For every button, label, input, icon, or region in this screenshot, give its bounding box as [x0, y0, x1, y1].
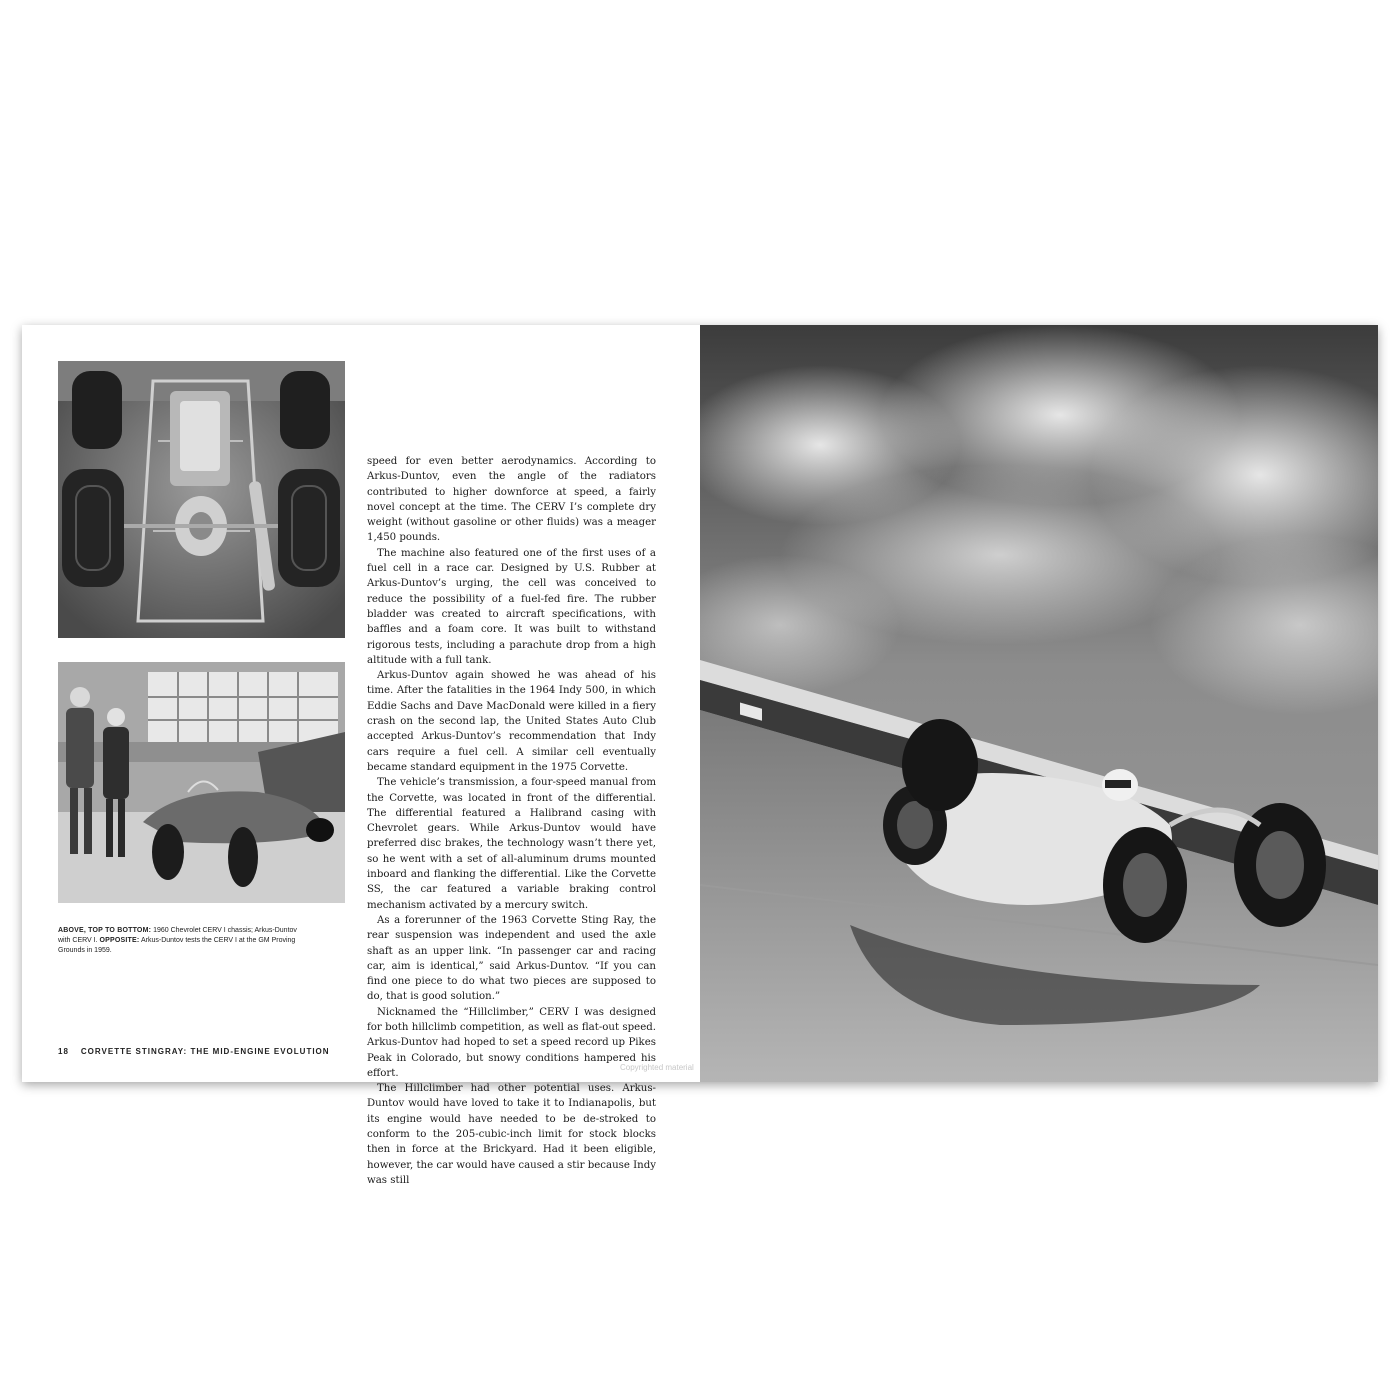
paragraph: Nicknamed the “Hillclimber,” CERV I was designed for both hillclimb competition, as well as flat-out speed. Arkus-Duntov had hoped to set a speed record up Pikes Peak in Colorado, but snowy conditions hampered his effort.	[367, 1006, 656, 1079]
garage-photo	[58, 662, 345, 903]
photo-caption	[58, 926, 298, 956]
folio	[58, 1047, 330, 1056]
paragraph: The vehicle’s transmission, a four-speed manual from the Corvette, was located in front of the differential. The differential featured a Halibrand casing with Chevrolet gears. While Arkus-Duntov would have preferred disc brakes, the technology wasn’t there yet, so he went with a set of all-aluminum drums mounted inboard and flanking the differential. Like the Corvette SS, the car featured a variable braking control mechanism activated by a mercury switch.	[367, 777, 656, 911]
paragraph: The Hillclimber had other potential uses. Arkus-Duntov would have loved to take it to Indianapolis, but its engine would have needed to be de-stroked to conform to the 205-cubic-inch limit for stock blocks then in force at the Brickyard. Had it been eligible, however, the car would have caused a stir because Indy was still	[367, 1083, 656, 1186]
caption-text-opposite: Arkus-Duntov tests the CERV I at the GM Proving Grounds in 1959.	[58, 937, 296, 954]
paragraph: Arkus-Duntov again showed he was ahead of his time. After the fatalities in the 1964 Indy 500, in which Eddie Sachs and Dave MacDonald were killed in a fiery crash on the second lap, the United States Auto Club accepted Arkus-Duntov’s recommendation that Indy cars require a fuel cell. A similar cell eventually became standard equipment in the 1975 Corvette.	[367, 670, 656, 773]
paragraph: As a forerunner of the 1963 Corvette Sting Ray, the rear suspension was independent and used the axle shaft as an upper link. “In passenger car and racing car, aim is identical,” said Arkus-Duntov. “If you can find one piece to do what two pieces are supposed to do, that is good solution.”	[367, 914, 656, 1003]
paragraph: speed for even better aerodynamics. According to Arkus-Duntov, even the angle of the radiators contributed to higher downforce at speed, a fairly novel concept at the time. The CERV I’s complete dry weight (without gasoline or other fluids) was a meager 1,450 pounds.	[367, 456, 656, 544]
caption-lead-above: ABOVE, TOP TO BOTTOM:	[58, 927, 152, 934]
paragraph: The machine also featured one of the first uses of a fuel cell in a race car. Designed by U.S. Rubber at Arkus-Duntov’s urging, the cell was conceived to reduce the possibility of a fuel-fed fire. The rubber bladder was created to aircraft specifications, with baffles and a foam core. It was built to withstand rigorous tests, including a parachute drop from a high altitude with a full tank.	[367, 547, 656, 666]
caption-lead-opposite: OPPOSITE:	[99, 937, 140, 944]
book-spread	[22, 325, 1378, 1186]
chassis-photo	[58, 361, 345, 638]
body-text	[367, 454, 656, 1188]
left-page	[22, 325, 700, 1186]
running-head: CORVETTE STINGRAY: THE MID-ENGINE EVOLUTION	[80, 1047, 330, 1056]
caption-text-above: 1960 Chevrolet CERV I chassis; Arkus-Duntov with CERV I.	[58, 927, 297, 944]
page-number: 18	[58, 1047, 69, 1056]
race-car-photo	[700, 325, 1378, 1082]
copyright-notice: Copyrighted material	[620, 1063, 694, 1072]
